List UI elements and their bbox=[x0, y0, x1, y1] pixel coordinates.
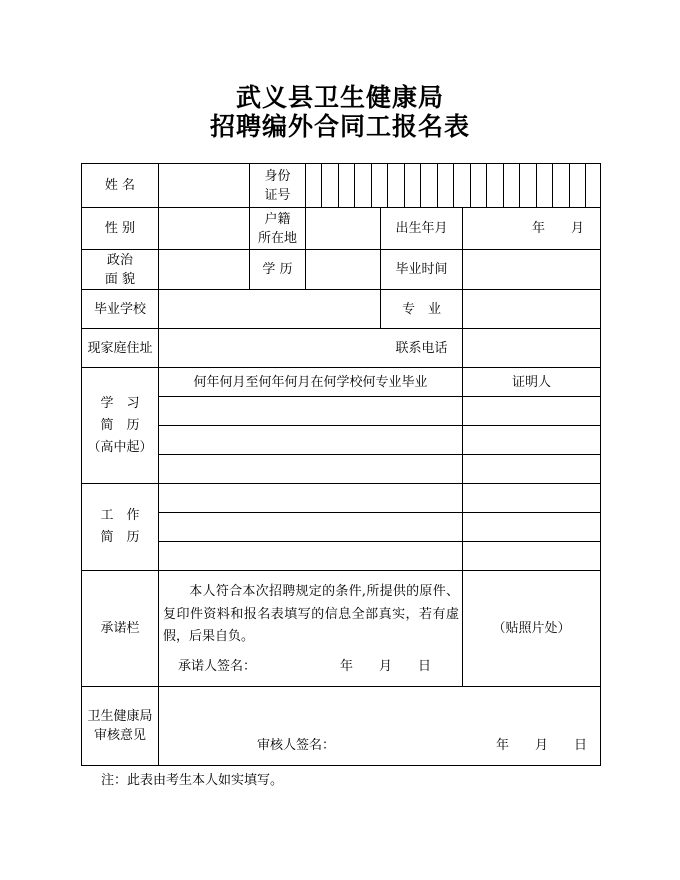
form-title-line1: 武义县卫生健康局 bbox=[235, 83, 444, 112]
address-field[interactable] bbox=[159, 329, 380, 367]
form-title-line2: 招聘编外合同工报名表 bbox=[209, 112, 470, 141]
name-label: 姓 名 bbox=[104, 178, 136, 193]
hukou-field[interactable] bbox=[306, 208, 380, 249]
pledge-signature-label: 承诺人签名： bbox=[178, 659, 257, 674]
witness-header: 证明人 bbox=[511, 374, 551, 390]
hukou-label: 户籍 所在地 bbox=[257, 211, 297, 246]
education-field[interactable] bbox=[306, 250, 380, 289]
graduation-time-field[interactable] bbox=[463, 250, 600, 289]
gender-label: 性 别 bbox=[104, 221, 136, 236]
review-signature-label: 审核人签名： bbox=[257, 738, 336, 753]
phone-field[interactable] bbox=[463, 329, 600, 367]
review-label: 卫生健康局 审核意见 bbox=[87, 709, 153, 743]
political-status-label: 政治 面 貌 bbox=[104, 252, 136, 287]
graduation-time-label: 毕业时间 bbox=[395, 262, 448, 277]
id-number-digit-boxes[interactable] bbox=[306, 164, 600, 207]
review-date: 年 月 日 bbox=[496, 738, 588, 753]
pledge-label: 承诺栏 bbox=[100, 621, 140, 636]
major-label: 专 业 bbox=[401, 301, 441, 317]
birth-label: 出生年月 bbox=[395, 221, 448, 236]
work-history-label: 工 作 简 历 bbox=[100, 508, 140, 545]
school-label: 毕业学校 bbox=[93, 301, 146, 317]
political-status-field[interactable] bbox=[159, 250, 249, 289]
phone-label: 联系电话 bbox=[395, 340, 448, 356]
name-field[interactable] bbox=[159, 164, 249, 207]
footer-note: 注：此表由考生本人如实填写。 bbox=[101, 773, 284, 788]
study-history-label: 学 习 简 历 （高中起） bbox=[87, 395, 153, 455]
address-label: 现家庭住址 bbox=[87, 340, 153, 356]
id-number-label: 身份 证号 bbox=[264, 168, 291, 203]
pledge-date: 年 月 日 bbox=[340, 659, 432, 674]
school-field[interactable] bbox=[159, 290, 380, 328]
gender-field[interactable] bbox=[159, 208, 249, 249]
birth-year-month[interactable]: 年 月 bbox=[531, 221, 584, 236]
pledge-statement: 本人符合本次招聘规定的条件,所提供的原件、复印件资料和报名表填写的信息全部真实，若有虚假，后果自负。 bbox=[163, 584, 459, 644]
major-field[interactable] bbox=[463, 290, 600, 328]
education-label: 学 历 bbox=[262, 262, 293, 277]
photo-placeholder[interactable]: （贴照片处） bbox=[492, 621, 571, 636]
study-history-header: 何年何月至何年何月在何学校何专业毕业 bbox=[193, 374, 428, 390]
